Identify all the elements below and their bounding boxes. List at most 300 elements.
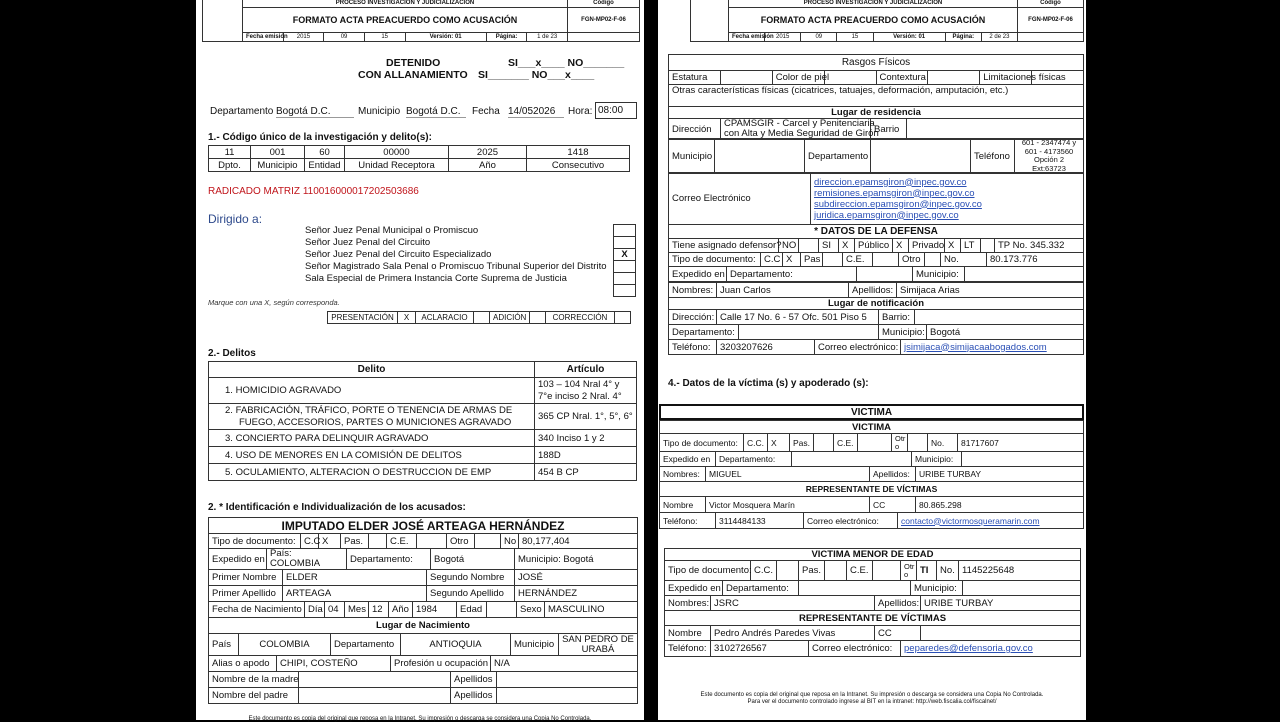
res-dir: con Alta y Media Seguridad de Girón	[724, 128, 879, 139]
imp-ce: C.E.	[387, 534, 417, 549]
v1-tel-label: Teléfono:	[660, 513, 716, 529]
header-codigo: FGN-MP02-F-06	[1018, 8, 1084, 33]
v2-ap-label: Apellidos:	[875, 596, 921, 611]
imp-mun2-label: Municipio	[511, 634, 559, 656]
delito-articulo: 340 Inciso 1 y 2	[535, 430, 637, 447]
defensa-row5	[668, 309, 1084, 325]
v2-head: VICTIMA MENOR DE EDAD	[665, 549, 1081, 561]
res-mun-label: Municipio	[669, 139, 715, 174]
judge-checkbox[interactable]	[614, 237, 636, 249]
loc-hora-label: Hora:	[568, 106, 593, 117]
judge-option: Señor Juez Penal Municipal o Promiscuo	[305, 225, 479, 236]
imp-mes: 12	[369, 602, 389, 618]
def-blank	[925, 253, 941, 267]
piel	[824, 71, 876, 85]
v2-otro: o	[904, 569, 909, 579]
res-dep-label: Departamento	[805, 139, 871, 174]
imp-edad	[487, 602, 517, 618]
def-x: X	[839, 239, 855, 253]
estatura	[720, 71, 772, 85]
imp-edad-label: Edad	[457, 602, 487, 618]
imp-sa-label: Segundo Apellido	[427, 586, 515, 602]
rasgos-table	[668, 54, 1084, 119]
victima-head: VICTIMA	[850, 407, 893, 418]
res-tel: Opción 2	[1033, 155, 1065, 164]
def-tipo-label: Tipo de documento:	[669, 253, 761, 267]
v2-blank	[825, 561, 847, 581]
imp-otro: Otro	[447, 534, 475, 549]
delitos-head-delito: Delito	[209, 362, 535, 378]
v1-rep-title: REPRESENTANTE DE VÍCTIMAS	[660, 482, 1084, 497]
res-correo-link[interactable]: direccion.epamsgiron@inpec.gov.co	[814, 176, 967, 188]
imp-sn: JOSÉ	[515, 570, 638, 586]
detenido-options: SI___x____ NO_______	[508, 57, 625, 69]
marque-note: Marque con una X, según corresponda.	[208, 298, 340, 307]
judge-checkboxes	[613, 224, 636, 297]
header-version: Versión: 01	[873, 33, 945, 42]
judge-option: Señor Magistrado Sala Penal o Promiscuo Tribunal Superior del Distrito	[305, 261, 607, 272]
res-tel: Ext:63723	[1032, 163, 1066, 173]
codigo-val: 00000	[345, 146, 449, 159]
def-si: SI	[819, 239, 839, 253]
imp-padre-ap-label: Apellidos	[451, 688, 497, 704]
imp-num: 80,177,404	[519, 534, 638, 549]
res-correo-link[interactable]: subdireccion.epamsgiron@inpec.gov.co	[814, 198, 982, 210]
def-publico: Público	[855, 239, 893, 253]
imp-blank	[369, 534, 387, 549]
imp-pas: Pas.	[341, 534, 369, 549]
imp-mun2: SAN PEDRO DE	[562, 633, 634, 645]
residencia-title: Lugar de residencia	[669, 107, 1084, 119]
otras-caracteristicas: Otras características físicas (cicatrices, tatuajes, deformación, amputación, etc.)	[669, 85, 1084, 107]
codigo-head: Entidad	[305, 159, 345, 172]
imp-mun: Bogotá	[563, 553, 594, 565]
header-title: FORMATO ACTA PREACUERDO COMO ACUSACIÓN	[243, 8, 568, 33]
v2-dep-label: Departamento:	[723, 581, 799, 596]
v1-cc: C.C.	[744, 434, 768, 452]
res-mun	[715, 139, 805, 174]
imp-dep-label: Departamento:	[347, 549, 431, 570]
imp-tipo-label: Tipo de documento:	[209, 534, 301, 549]
def-privado: Privado	[909, 239, 945, 253]
tipo-correccion: CORRECCIÓN	[546, 312, 615, 324]
v2-cor-label: Correo electrónico:	[809, 641, 901, 657]
imputado-title-table	[208, 517, 638, 534]
delito-name: CONCIERTO PARA DELINQUIR AGRAVADO	[235, 432, 429, 444]
imp-madre-ap	[497, 672, 638, 688]
imp-pais-label: País:	[270, 548, 292, 559]
logo-cell	[203, 0, 243, 42]
delito-articulo: 365 CP Nral. 1°, 5°, 6°	[535, 404, 637, 430]
def-barrio-label: Barrio:	[879, 310, 915, 325]
def-dir-label: Dirección:	[669, 310, 717, 325]
res-barrio-label: Barrio	[871, 119, 907, 140]
imp-no: No	[501, 534, 519, 549]
header-mes: 09	[801, 33, 837, 42]
loc-mun: Bogotá D.C.	[406, 106, 466, 118]
delito-name: HOMICIDIO AGRAVADO	[235, 385, 342, 396]
allanamiento-label: CON ALLANAMIENTO	[358, 69, 468, 81]
v2-rep-table	[664, 625, 1081, 641]
def-barrio	[915, 310, 1084, 325]
codigo-head: Unidad Receptora	[345, 159, 449, 172]
defensa-row7	[668, 339, 1084, 355]
section4-title: 4.- Datos de la víctima (s) y apoderado (s):	[668, 378, 869, 389]
tipo-blank	[615, 312, 631, 324]
v1-cor-label: Correo electrónico:	[804, 513, 898, 529]
def-x: X	[893, 239, 909, 253]
imputado-info-table	[208, 548, 638, 570]
header-pagina-label: Página:	[486, 33, 527, 42]
v2-pas: Pas.	[799, 561, 825, 581]
v2-names-table	[664, 595, 1081, 626]
imp-expedido-label: Expedido en	[209, 549, 267, 570]
def-tp: TP No. 345.332	[995, 239, 1084, 253]
imp-padre-label: Nombre del padre	[209, 688, 299, 704]
residencia-table	[668, 118, 1084, 140]
v1-dep	[792, 452, 912, 467]
res-dir: CPAMSGIR - Carcel y Penitenciaria	[724, 118, 875, 129]
codigo-head: Municipio	[251, 159, 305, 172]
imp-blank	[417, 534, 447, 549]
imp-sa: HERNÁNDEZ	[515, 586, 638, 602]
judge-checkbox[interactable]	[614, 273, 636, 285]
v1-pas: Pas.	[790, 434, 814, 452]
imp-pais2-label: País	[209, 634, 239, 656]
delito-num: 5.	[225, 466, 233, 478]
v1-exp-label: Expedido en	[660, 452, 716, 467]
delito-articulo: 188D	[535, 447, 637, 464]
contextura-label: Contextura	[876, 71, 928, 85]
def-correo-label: Correo electrónico:	[815, 340, 901, 355]
defensa-row4	[668, 282, 1084, 310]
document-page-1	[196, 0, 644, 720]
v1-names-table	[659, 466, 1084, 497]
imp-madre	[299, 672, 451, 688]
delito-articulo: 7°e inciso 2 Nral. 4°	[538, 390, 622, 402]
def-pas: Pas	[801, 253, 823, 267]
header-mes: 09	[324, 33, 365, 42]
def-tiene-label: Tiene asignado defensor?	[669, 239, 779, 253]
loc-mun-label: Municipio	[358, 106, 401, 117]
imp-dia: 04	[325, 602, 345, 618]
loc-fecha-label: Fecha	[472, 106, 500, 117]
codigo-val: 1418	[527, 146, 630, 159]
imputado-birth-table	[208, 601, 638, 634]
imp-pa: ARTEAGA	[283, 586, 427, 602]
codigo-table	[208, 145, 630, 172]
footer-right-1: Este documento es copia del original que reposa en la Intranet. Su impresión o descarga se considera una Copia No Controlada.	[700, 692, 1044, 698]
def-no-label: No.	[941, 253, 987, 267]
codigo-head: Año	[449, 159, 527, 172]
header-dia: 15	[837, 33, 873, 42]
residencia-loc-table	[668, 138, 1084, 174]
radicado-matriz: RADICADO MATRIZ 110016000017202503686	[208, 186, 419, 197]
def-no: NO	[779, 239, 799, 253]
header-blank	[1018, 33, 1084, 42]
header-codigo-label: Código	[568, 0, 640, 8]
header-process: PROCESO INVESTIGACIÓN Y JUDICIALIZACIÓN	[243, 0, 568, 8]
defensa-row1	[668, 238, 1084, 253]
judge-option: Sala Especial de Primera Instancia Corte Suprema de Justicia	[305, 273, 567, 284]
codigo-val: 11	[209, 146, 251, 159]
def-nombres-label: Nombres:	[669, 283, 717, 298]
v1-blank	[814, 434, 834, 452]
v1-otro: Otr	[895, 433, 906, 443]
v2-mun-label: Municipio:	[911, 581, 963, 596]
header-table-2	[690, 0, 1084, 42]
imp-alias: CHIPI, COSTEÑO	[277, 656, 391, 672]
delitos-head-articulo: Artículo	[535, 362, 637, 378]
def-dep-label: Departamento:	[727, 267, 857, 282]
v2-tipo-label: Tipo de documento:	[665, 561, 751, 581]
v2-nom-label: Nombres:	[665, 596, 711, 611]
loc-fecha: 14/052026	[508, 106, 564, 118]
v2-exp-label: Expedido en	[665, 581, 723, 596]
imp-dep: Bogotá	[431, 549, 515, 570]
imputado-parents-table	[208, 671, 638, 704]
def-dep2-label: Departamento:	[669, 325, 739, 340]
def-dep2	[739, 325, 879, 340]
v1-tel: 3114484133	[716, 513, 804, 529]
codigo-val: 001	[251, 146, 305, 159]
v2-rep-title: REPRESENTANTE DE VÍCTIMAS	[665, 611, 1081, 626]
delito-num: 2.	[225, 404, 233, 416]
v1-nom-label: Nombres:	[660, 467, 706, 482]
res-tel-label: Teléfono	[971, 139, 1015, 174]
def-nombres: Juan Carlos	[717, 283, 849, 298]
def-blank	[823, 253, 843, 267]
v2-rn-label: Nombre	[665, 626, 711, 641]
v2-otro: Otr	[904, 561, 915, 571]
v1-contact-table	[659, 512, 1084, 529]
def-correo-link[interactable]: jsimijaca@simijacaabogados.com	[901, 340, 1084, 355]
estatura-label: Estatura	[669, 71, 721, 85]
header-anio: 2015	[765, 33, 801, 42]
defensa-row3	[668, 266, 1084, 282]
def-ce: C.E.	[843, 253, 873, 267]
imp-blank	[475, 534, 501, 549]
def-blank	[873, 253, 899, 267]
logo-cell	[691, 0, 729, 42]
def-x: X	[945, 239, 961, 253]
judge-option: Señor Juez Penal del Circuito	[305, 237, 431, 248]
header-pagina: 2 de 23	[981, 33, 1017, 42]
tipo-blank	[530, 312, 546, 324]
codigo-head: Dpto.	[209, 159, 251, 172]
loc-hora: 08:00	[595, 102, 637, 119]
imp-fn-label: Fecha de Nacimiento	[209, 602, 305, 618]
imp-padre	[299, 688, 451, 704]
v1-blank	[908, 434, 928, 452]
res-tel: 601 - 2347474 y	[1021, 138, 1077, 147]
v1-mun	[962, 452, 1084, 467]
def-cc: C.C	[761, 253, 783, 267]
def-num: 80.173.776	[987, 253, 1084, 267]
v1-rcc-label: CC	[870, 497, 916, 513]
document-page-2	[658, 0, 1086, 720]
v2-no: No.	[937, 561, 959, 581]
imp-madre-ap-label: Apellidos	[451, 672, 497, 688]
header-fecha-label: Fecha emisión	[243, 33, 284, 42]
codigo-val: 2025	[449, 146, 527, 159]
v2-tel: 3102726567	[711, 641, 809, 657]
judge-option: Señor Juez Penal del Circuito Especializado	[305, 249, 492, 260]
v1-x: X	[768, 434, 790, 452]
imp-anio: 1984	[413, 602, 457, 618]
tipo-mark: X	[398, 312, 416, 324]
piel-label: Color de piel	[772, 71, 824, 85]
v2-cor-link[interactable]: peparedes@defensoria.gov.co	[901, 641, 1081, 657]
delito-num: 4.	[225, 449, 233, 461]
def-otro: Otro	[899, 253, 925, 267]
v1-mun-label: Municipio:	[912, 452, 962, 467]
defensa-row2	[668, 252, 1084, 267]
v2-tel-label: Teléfono:	[665, 641, 711, 657]
rasgos-title: Rasgos Físicos	[669, 55, 1084, 71]
def-dir: Calle 17 No. 6 - 57 Ofc. 501 Piso 5	[717, 310, 879, 325]
imp-sn-label: Segundo Nombre	[427, 570, 515, 586]
v1-doc-table	[659, 433, 1084, 452]
v2-dep	[799, 581, 911, 596]
v1-ap: URIBE TURBAY	[916, 467, 1084, 482]
imp-pa-label: Primer Apellido	[209, 586, 283, 602]
v1-exp-table	[659, 451, 1084, 467]
tipo-aclaracio: ACLARACIO	[416, 312, 474, 324]
v1-nom: MIGUEL	[706, 467, 870, 482]
def-dep	[857, 267, 913, 282]
section2-title: 2.- Delitos	[208, 348, 256, 359]
def-blank	[799, 239, 819, 253]
imp-pais: COLOMBIA	[270, 558, 321, 569]
tipo-table	[327, 311, 631, 324]
imp-sexo-label: Sexo	[517, 602, 545, 618]
footer-left: Este documento es copia del original que reposa en la Intranet. Su impresión o descarga se considera una Copia No Controlada.	[248, 716, 592, 722]
def-mun	[965, 267, 1084, 282]
codigo-head: Consecutivo	[527, 159, 630, 172]
imp-sexo: MASCULINO	[545, 602, 638, 618]
v2-rn: Pedro Andrés Paredes Vivas	[711, 626, 875, 641]
v1-cor-link[interactable]: contacto@victormosqueramarin.com	[898, 513, 1084, 529]
v2-mun	[963, 581, 1081, 596]
header-dia: 15	[364, 33, 405, 42]
imp-mun2: URABÁ	[581, 643, 615, 655]
v1-tipo-label: Tipo de documento:	[660, 434, 744, 452]
res-correo-label: Correo Electrónico	[669, 173, 811, 225]
def-x: X	[783, 253, 801, 267]
imp-pn-label: Primer Nombre	[209, 570, 283, 586]
imp-mun-label: Municipio:	[518, 553, 561, 565]
loc-dep-label: Departamento	[210, 106, 274, 117]
v2-blank	[777, 561, 799, 581]
judge-list	[305, 225, 607, 285]
def-apellidos: Simijaca Arias	[897, 283, 1084, 298]
imp-alias-label: Alias o apodo	[209, 656, 277, 672]
delito-name: OCULAMIENTO, ALTERACION O DESTRUCCION DE EMP	[235, 466, 492, 478]
tipo-adicion: ADICIÓN	[490, 312, 530, 324]
imp-x: X	[319, 534, 341, 549]
v1-rn: Victor Mosquera Marín	[706, 497, 870, 513]
v1-sub-table	[659, 420, 1084, 434]
defensa-row6	[668, 324, 1084, 340]
delito-name: USO DE MENORES EN LA COMISIÓN DE DELITOS	[235, 449, 462, 461]
v1-ap-label: Apellidos:	[870, 467, 916, 482]
imp-prof: N/A	[491, 656, 638, 672]
header-anio: 2015	[283, 33, 324, 42]
imp-mes-label: Mes	[345, 602, 369, 618]
imputado-place-table	[208, 633, 638, 656]
imp-anio-label: Año	[389, 602, 413, 618]
delito-articulo: 103 – 104 Nral 4° y	[538, 378, 620, 390]
v2-exp-table	[664, 580, 1081, 596]
imp-lugar-title: Lugar de Nacimiento	[209, 618, 638, 634]
tipo-blank	[474, 312, 490, 324]
res-correo-link[interactable]: remisiones.epamsgiron@inpec.gov.co	[814, 187, 975, 199]
header-fecha-label: Fecha emisión	[729, 33, 765, 42]
v1-rnum: 80.865.298	[916, 497, 1084, 513]
def-mun-label: Municipio:	[913, 267, 965, 282]
imp-dep2-label: Departamento	[331, 634, 401, 656]
res-dir-label: Dirección	[669, 119, 721, 140]
section3-title: 2. * Identificación e Individualización de los acusados:	[208, 502, 466, 513]
imp-dia-label: Día	[305, 602, 325, 618]
imp-madre-label: Nombre de la madre	[209, 672, 299, 688]
header-blank	[568, 33, 640, 42]
v1-num: 81717607	[958, 434, 1084, 452]
delito-articulo: 454 B CP	[535, 464, 637, 481]
imp-prof-label: Profesión u ocupación	[391, 656, 491, 672]
v1-no: No.	[928, 434, 958, 452]
judge-checkbox[interactable]	[614, 261, 636, 273]
def-notif-title: Lugar de notificación	[669, 298, 1084, 310]
delito-num: 1.	[225, 385, 233, 396]
def-blank	[981, 239, 995, 253]
header-title: FORMATO ACTA PREACUERDO COMO ACUSACIÓN	[729, 8, 1018, 33]
v1-rep-table	[659, 496, 1084, 513]
def-tel: 3203207626	[717, 340, 815, 355]
v1-ce: C.E.	[834, 434, 858, 452]
res-tel: 601 - 4173560	[1024, 146, 1074, 156]
header-pagina: 1 de 23	[527, 33, 568, 42]
header-codigo-label: Código	[1018, 0, 1084, 8]
v2-ce: C.E.	[847, 561, 873, 581]
v2-contact-table	[664, 640, 1081, 657]
res-correo-link[interactable]: juridica.epamsgiron@inpec.gov.co	[814, 209, 959, 221]
imp-cc: C.C	[301, 534, 319, 549]
imp-padre-ap	[497, 688, 638, 704]
def-mun2-label: Municipio:	[879, 325, 927, 340]
judge-checkbox[interactable]: X	[614, 249, 636, 261]
v2-rcc-label: CC	[875, 626, 921, 641]
res-dep	[871, 139, 971, 174]
v2-cc: C.C.	[751, 561, 777, 581]
v1-rn-label: Nombre	[660, 497, 706, 513]
def-exp-label: Expedido en	[669, 267, 727, 282]
imputado-title: IMPUTADO ELDER JOSÉ ARTEAGA HERNÁNDEZ	[209, 518, 638, 534]
delito-name: FUEGO, ACCESORIOS, PARTES O MUNICIONES AGRAVADO	[239, 416, 512, 428]
judge-checkbox[interactable]	[614, 285, 636, 297]
footer-right-2: Para ver el documento controlado ingrese al BIT en la intranet: http://web.fiscalia.col/fiscalnet/	[747, 699, 997, 705]
judge-checkbox[interactable]	[614, 225, 636, 237]
v2-nom: JSRC	[711, 596, 875, 611]
header-codigo: FGN-MP02-F-06	[568, 8, 640, 33]
def-mun2: Bogotá	[927, 325, 1084, 340]
header-process: PROCESO INVESTIGACIÓN Y JUDICIALIZACIÓN	[729, 0, 1018, 8]
header-version: Versión: 01	[405, 33, 486, 42]
imputado-alias-table	[208, 655, 638, 672]
loc-dep: Bogotá D.C.	[276, 106, 354, 118]
def-apellidos-label: Apellidos:	[849, 283, 897, 298]
